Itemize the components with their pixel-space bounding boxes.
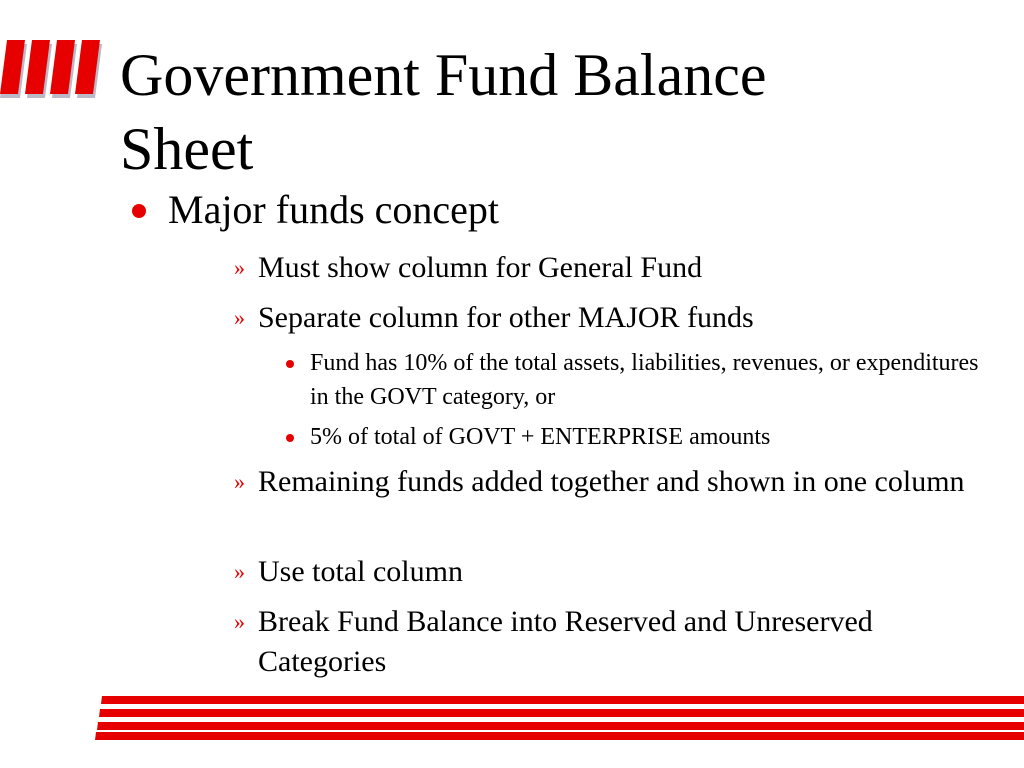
list-item: » Use total column: [234, 552, 994, 592]
bullet-dot-icon: [132, 204, 146, 218]
chevron-right-icon: »: [234, 469, 245, 494]
sub-list-item: 5% of total of GOVT + ENTERPRISE amounts: [286, 420, 986, 454]
bottom-stripes-icon: [0, 696, 1024, 740]
list-item: » Must show column for General Fund: [234, 248, 994, 288]
title-line-2: Sheet: [120, 116, 254, 182]
title-line-1: Government Fund Balance: [120, 42, 767, 108]
chevron-right-icon: »: [234, 609, 245, 634]
logo-stripes-icon: [0, 40, 108, 100]
list-item: » Separate column for other MAJOR funds: [234, 298, 994, 338]
sub-list-item: Fund has 10% of the total assets, liabilities, revenues, or expenditures in the GOVT category, or: [286, 346, 986, 414]
bullet-dot-icon: [286, 360, 294, 368]
bullet-dot-icon: [286, 434, 294, 442]
list-item: » Remaining funds added together and shown in one column: [234, 462, 994, 502]
chevron-right-icon: »: [234, 255, 245, 280]
chevron-right-icon: »: [234, 305, 245, 330]
list-item: » Break Fund Balance into Reserved and Unreserved Categories: [234, 602, 994, 682]
page-title: [120, 38, 1000, 186]
chevron-right-icon: »: [234, 559, 245, 584]
